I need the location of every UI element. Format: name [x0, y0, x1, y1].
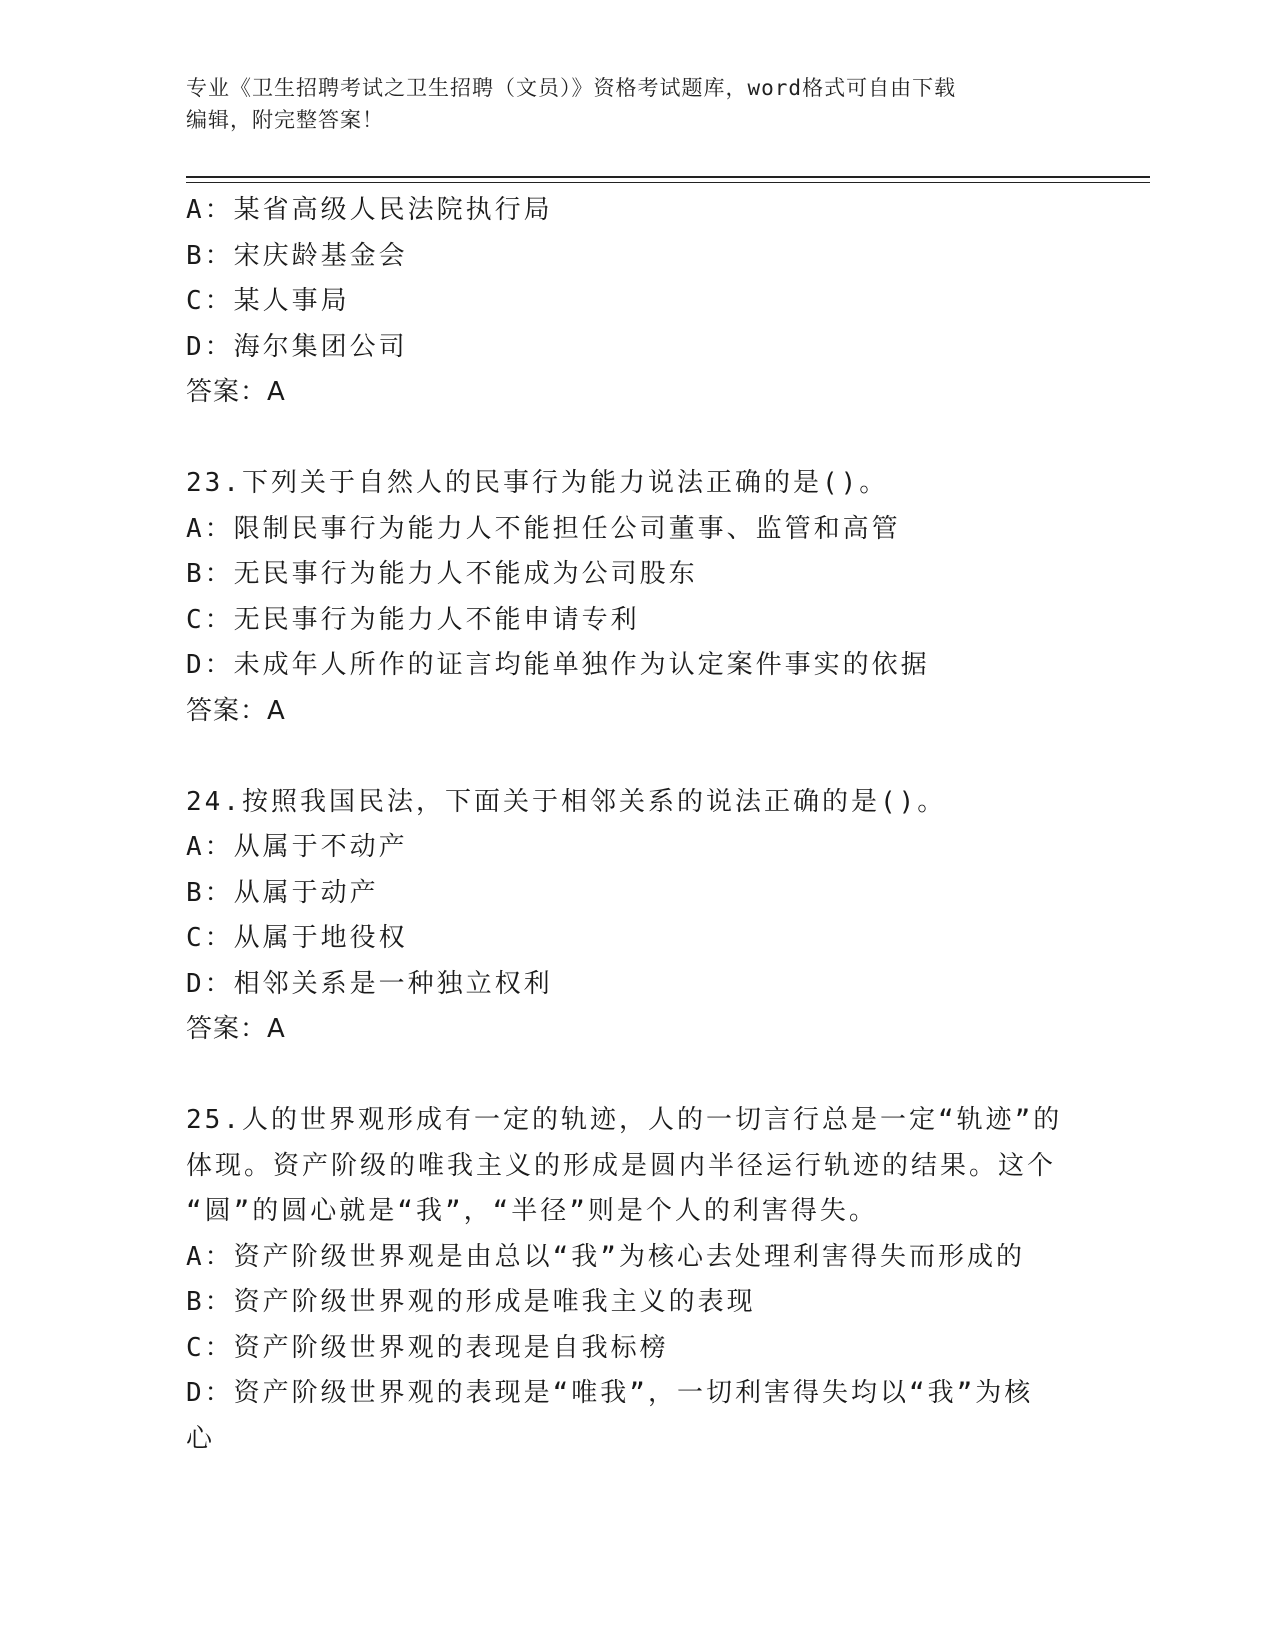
header-divider-thick	[186, 176, 1150, 178]
q23-option-b: B：无民事行为能力人不能成为公司股东	[186, 559, 698, 589]
header-line-1: 专业《卫生招聘考试之卫生招聘（文员）》资格考试题库，word格式可自由下载	[186, 76, 957, 100]
q22-option-a: A：某省高级人民法院执行局	[186, 195, 553, 225]
q22-option-b: B：宋庆龄基金会	[186, 240, 408, 271]
q23-stem: 23.下列关于自然人的民事行为能力说法正确的是()。	[186, 468, 889, 498]
question-25	[186, 1098, 1086, 1462]
question-23	[186, 461, 1086, 734]
q22-option-d: D：海尔集团公司	[186, 331, 408, 362]
q24-option-c: C：从属于地役权	[186, 923, 408, 953]
q23-option-a: A：限制民事行为能力人不能担任公司董事、监管和高管	[186, 513, 901, 544]
question-24	[186, 780, 1086, 1053]
q25-option-d-line-2: 心	[186, 1423, 216, 1454]
q24-answer: 答案：A	[186, 1014, 286, 1044]
q23-option-d: D：未成年人所作的证言均能单独作为认定案件事实的依据	[186, 650, 930, 680]
q23-answer: 答案：A	[186, 695, 286, 726]
question-spacer	[186, 1053, 1086, 1099]
q24-option-d: D：相邻关系是一种独立权利	[186, 968, 553, 999]
header-line-2: 编辑，附完整答案！	[186, 108, 384, 132]
q24-option-b: B：从属于动产	[186, 877, 379, 908]
q25-stem-line-1: 25.人的世界观形成有一定的轨迹，人的一切言行总是一定“轨迹”的	[186, 1105, 1063, 1135]
document-header	[186, 72, 1066, 136]
q23-option-c: C：无民事行为能力人不能申请专利	[186, 604, 640, 635]
q24-stem: 24.按照我国民法，下面关于相邻关系的说法正确的是()。	[186, 786, 947, 817]
q25-option-c: C：资产阶级世界观的表现是自我标榜	[186, 1332, 669, 1363]
question-22	[186, 188, 1086, 416]
q22-answer: 答案：A	[186, 377, 286, 407]
q22-option-c: C：某人事局	[186, 286, 350, 316]
q25-option-b: B：资产阶级世界观的形成是唯我主义的表现	[186, 1287, 756, 1317]
question-spacer	[186, 416, 1086, 462]
q25-option-a: A：资产阶级世界观是由总以“我”为核心去处理利害得失而形成的	[186, 1241, 1025, 1272]
q25-stem-line-3: “圆”的圆心就是“我”，“半径”则是个人的利害得失。	[186, 1196, 878, 1226]
q25-option-d-line-1: D：资产阶级世界观的表现是“唯我”，一切利害得失均以“我”为核	[186, 1378, 1034, 1408]
question-spacer	[186, 734, 1086, 780]
q24-option-a: A：从属于不动产	[186, 832, 408, 862]
q25-stem-line-2: 体现。资产阶级的唯我主义的形成是圆内半径运行轨迹的结果。这个	[186, 1150, 1057, 1181]
header-divider-thin	[186, 182, 1150, 183]
question-list	[186, 188, 1086, 1462]
